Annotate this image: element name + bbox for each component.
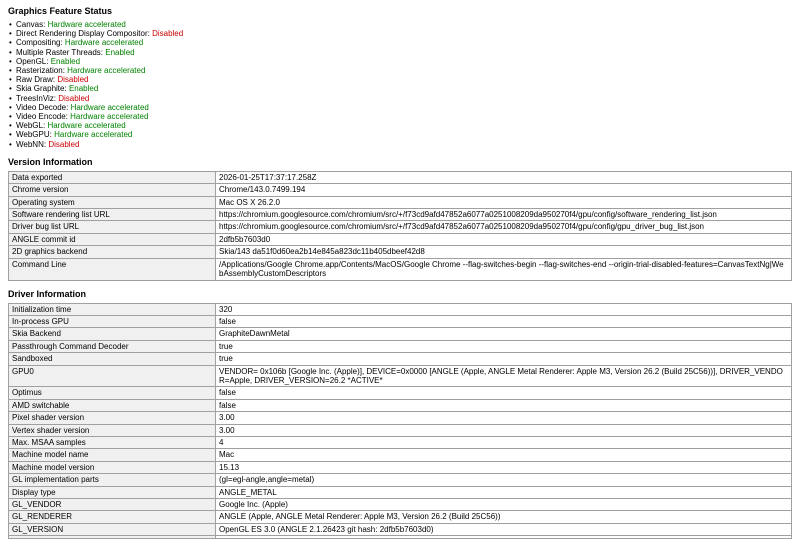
feature-value: Hardware accelerated — [48, 20, 126, 29]
row-value: 4 — [216, 436, 792, 448]
row-value — [216, 536, 792, 539]
row-value: GraphiteDawnMetal — [216, 328, 792, 340]
feature-value: Disabled — [57, 75, 88, 84]
row-key: GL_RENDERER — [9, 511, 216, 523]
row-value: 320 — [216, 303, 792, 315]
table-row — [9, 461, 792, 473]
row-key: ANGLE commit id — [9, 233, 216, 245]
row-value: Mac OS X 26.2.0 — [216, 196, 792, 208]
table-row — [9, 523, 792, 535]
table-row — [9, 436, 792, 448]
graphics-feature-status-title: Graphics Feature Status — [8, 6, 792, 17]
row-value: ANGLE_METAL — [216, 486, 792, 498]
feature-item-treesinviz — [16, 94, 792, 103]
table-row — [9, 499, 792, 511]
table-row — [9, 303, 792, 315]
row-key — [9, 536, 216, 539]
table-row — [9, 184, 792, 196]
row-key: 2D graphics backend — [9, 246, 216, 258]
row-value: false — [216, 399, 792, 411]
row-value: Google Inc. (Apple) — [216, 499, 792, 511]
table-row — [9, 365, 792, 387]
row-key: GL implementation parts — [9, 474, 216, 486]
feature-value: Disabled — [58, 94, 89, 103]
row-key: Chrome version — [9, 184, 216, 196]
feature-label: WebGPU: — [16, 130, 52, 139]
row-key: GL_VENDOR — [9, 499, 216, 511]
feature-label: Multiple Raster Threads: — [16, 48, 103, 57]
table-row — [9, 209, 792, 221]
row-value: https://chromium.googlesource.com/chromium/src/+/f73cd9afd47852a6077a0251008209da950270f4/gpu/config/software_rendering_list.json — [216, 209, 792, 221]
row-value: 15.13 — [216, 461, 792, 473]
feature-item-raw-draw — [16, 75, 792, 84]
feature-item-multiple-raster-threads — [16, 48, 792, 57]
feature-label: Skia Graphite: — [16, 84, 67, 93]
row-value: https://chromium.googlesource.com/chromium/src/+/f73cd9afd47852a6077a0251008209da950270f4/gpu/config/gpu_driver_bug_list.json — [216, 221, 792, 233]
version-information-title: Version Information — [8, 157, 792, 168]
row-value: true — [216, 340, 792, 352]
driver-information-title: Driver Information — [8, 289, 792, 300]
feature-item-video-encode — [16, 112, 792, 121]
row-key: Pixel shader version — [9, 412, 216, 424]
row-value: Chrome/143.0.7499.194 — [216, 184, 792, 196]
row-key: Initialization time — [9, 303, 216, 315]
feature-item-canvas — [16, 20, 792, 29]
table-row — [9, 328, 792, 340]
graphics-feature-status-section — [8, 6, 792, 149]
feature-value: Enabled — [51, 57, 80, 66]
feature-value: Enabled — [105, 48, 134, 57]
table-row — [9, 399, 792, 411]
feature-item-rasterization — [16, 66, 792, 75]
row-key: In-process GPU — [9, 315, 216, 327]
feature-item-video-decode — [16, 103, 792, 112]
row-value: (gl=egl-angle,angle=metal) — [216, 474, 792, 486]
feature-value: Hardware accelerated — [71, 103, 149, 112]
feature-value: Hardware accelerated — [54, 130, 132, 139]
row-value: false — [216, 387, 792, 399]
row-key: Optimus — [9, 387, 216, 399]
row-key: Machine model version — [9, 461, 216, 473]
table-row — [9, 171, 792, 183]
row-key: GPU0 — [9, 365, 216, 387]
feature-item-webnn — [16, 140, 792, 149]
feature-label: WebGL: — [16, 121, 45, 130]
feature-label: Video Encode: — [16, 112, 68, 121]
version-information-section — [8, 157, 792, 281]
table-row — [9, 233, 792, 245]
feature-label: WebNN: — [16, 140, 46, 149]
feature-value: Hardware accelerated — [47, 121, 125, 130]
table-row — [9, 486, 792, 498]
feature-item-webgpu — [16, 130, 792, 139]
row-value: 2dfb5b7603d0 — [216, 233, 792, 245]
feature-label: OpenGL: — [16, 57, 48, 66]
row-value: true — [216, 353, 792, 365]
row-value: 3.00 — [216, 424, 792, 436]
row-value: 3.00 — [216, 412, 792, 424]
table-row — [9, 315, 792, 327]
feature-label: Video Decode: — [16, 103, 68, 112]
feature-value: Disabled — [48, 140, 79, 149]
row-value: OpenGL ES 3.0 (ANGLE 2.1.26423 git hash: 2dfb5b7603d0) — [216, 523, 792, 535]
table-row — [9, 387, 792, 399]
feature-label: Canvas: — [16, 20, 45, 29]
driver-information-section — [8, 289, 792, 539]
row-key: Data exported — [9, 171, 216, 183]
row-key: Sandboxed — [9, 353, 216, 365]
row-value: false — [216, 315, 792, 327]
feature-label: Raw Draw: — [16, 75, 55, 84]
feature-label: Rasterization: — [16, 66, 65, 75]
feature-value: Hardware accelerated — [67, 66, 145, 75]
feature-label: Direct Rendering Display Compositor: — [16, 29, 150, 38]
row-value: VENDOR= 0x106b [Google Inc. (Apple)], DEVICE=0x0000 [ANGLE (Apple, ANGLE Metal Renderer: Apple M3, Version 26.2 (Build 25C56))], DRIVER_VENDOR=Apple, DRIVER_VERSION=26.2 *ACTIVE* — [216, 365, 792, 387]
row-key: Software rendering list URL — [9, 209, 216, 221]
row-value: Skia/143 da51f0d60ea2b14e845a823dc11b405dbeef42d8 — [216, 246, 792, 258]
row-key: Skia Backend — [9, 328, 216, 340]
feature-label: TreesInViz: — [16, 94, 56, 103]
row-key: Operating system — [9, 196, 216, 208]
row-key: AMD switchable — [9, 399, 216, 411]
graphics-feature-status-list — [8, 20, 792, 149]
table-row — [9, 221, 792, 233]
feature-item-compositing — [16, 38, 792, 47]
version-information-table — [8, 171, 792, 281]
feature-value: Disabled — [152, 29, 183, 38]
row-key: Driver bug list URL — [9, 221, 216, 233]
row-key: Command Line — [9, 258, 216, 280]
feature-item-skia-graphite — [16, 84, 792, 93]
feature-item-opengl — [16, 57, 792, 66]
feature-item-direct-rendering-display-compositor — [16, 29, 792, 38]
table-row — [9, 246, 792, 258]
row-key: Max. MSAA samples — [9, 436, 216, 448]
feature-label: Compositing: — [16, 38, 63, 47]
driver-information-table — [8, 303, 792, 539]
row-value: 2026-01-25T17:37:17.258Z — [216, 171, 792, 183]
row-key: Passthrough Command Decoder — [9, 340, 216, 352]
row-value: /Applications/Google Chrome.app/Contents/MacOS/Google Chrome --flag-switches-begin --flag-switches-end --origin-trial-disabled-features=CanvasTextNg|WebAssemblyCustomDescriptors — [216, 258, 792, 280]
table-row — [9, 474, 792, 486]
row-key: Display type — [9, 486, 216, 498]
table-row — [9, 449, 792, 461]
row-key: Vertex shader version — [9, 424, 216, 436]
table-row — [9, 536, 792, 539]
table-row — [9, 412, 792, 424]
row-key: Machine model name — [9, 449, 216, 461]
feature-value: Hardware accelerated — [65, 38, 143, 47]
feature-value: Hardware accelerated — [70, 112, 148, 121]
table-row — [9, 511, 792, 523]
table-row — [9, 340, 792, 352]
table-row — [9, 258, 792, 280]
row-value: Mac — [216, 449, 792, 461]
row-value: ANGLE (Apple, ANGLE Metal Renderer: Apple M3, Version 26.2 (Build 25C56)) — [216, 511, 792, 523]
table-row — [9, 196, 792, 208]
row-key: GL_VERSION — [9, 523, 216, 535]
table-row — [9, 424, 792, 436]
feature-value: Enabled — [69, 84, 98, 93]
feature-item-webgl — [16, 121, 792, 130]
table-row — [9, 353, 792, 365]
